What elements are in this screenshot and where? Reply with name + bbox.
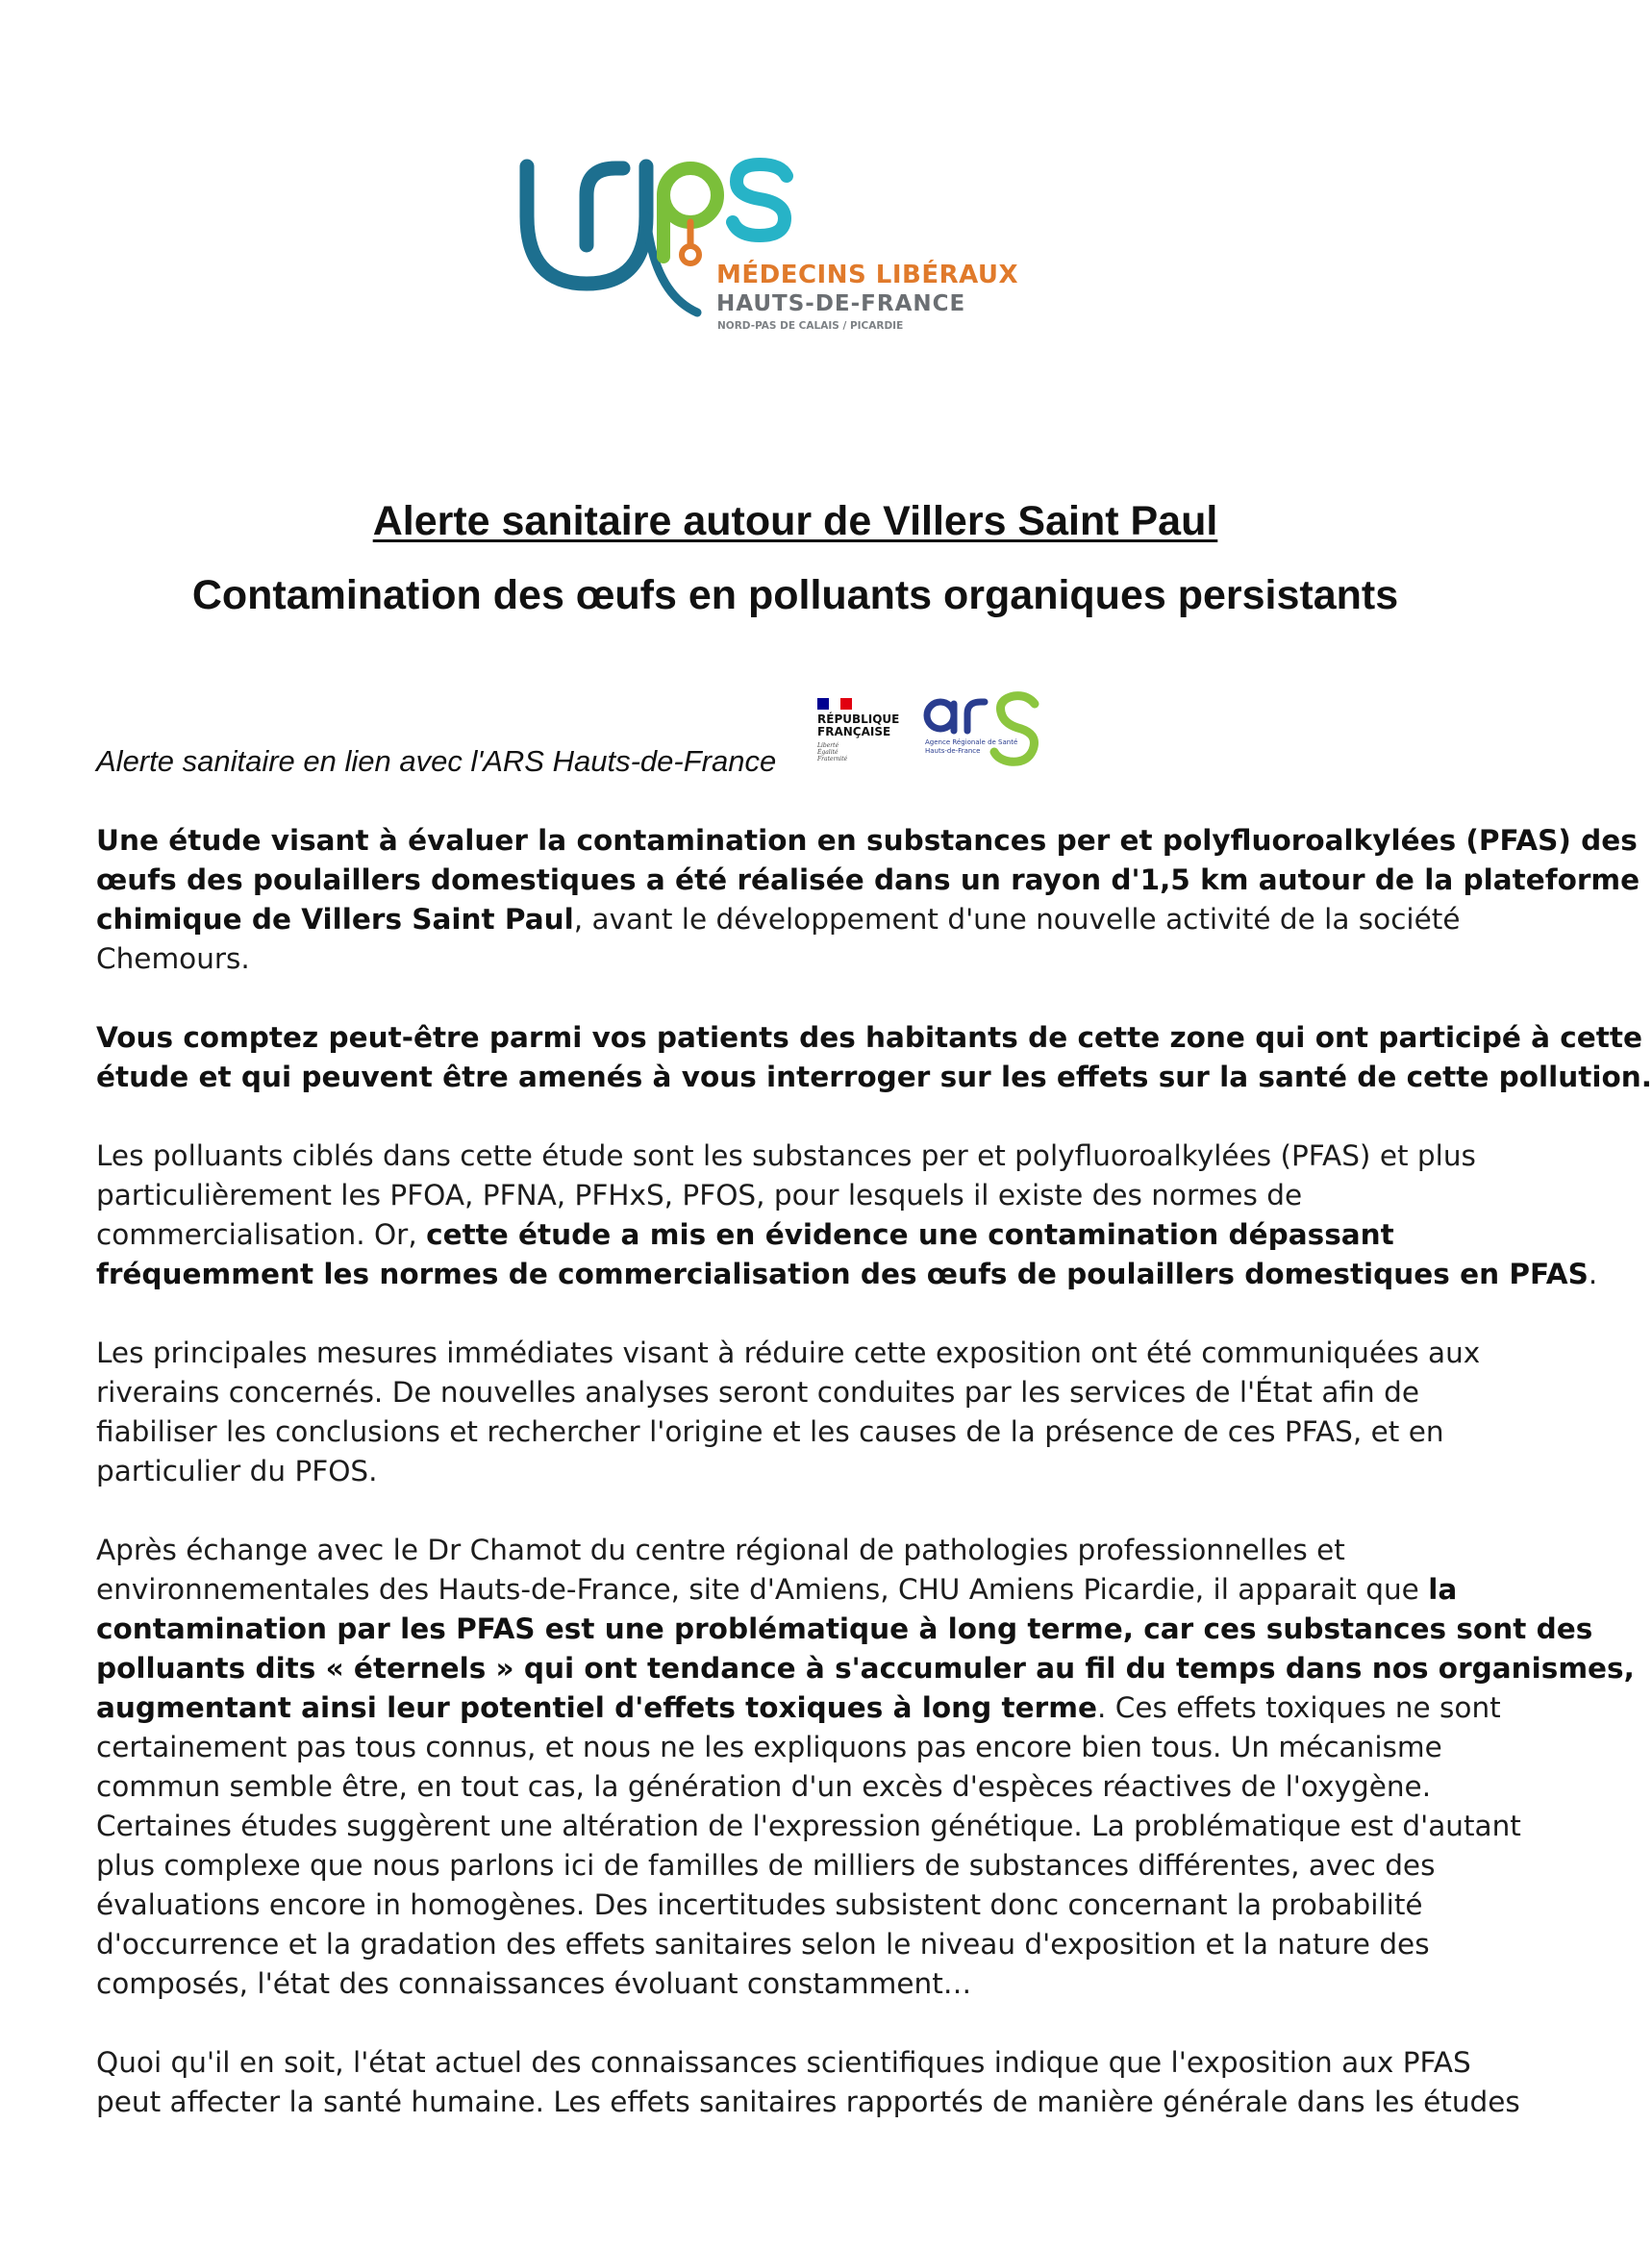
plain-text: environnementales des Hauts-de-France, site d'Amiens, CHU Amiens Picardie, il apparait que: [96, 1573, 1429, 1606]
bold-text: augmentant ainsi leur potentiel d'effets toxiques à long terme: [96, 1691, 1097, 1724]
paragraph-line: Après échange avec le Dr Chamot du centre régional de pathologies professionnelles et: [96, 1534, 1345, 1566]
paragraph-line: Vous comptez peut-être parmi vos patients des habitants de cette zone qui ont participé à cette: [96, 1021, 1642, 1054]
paragraph-line: certainement pas tous connus, et nous ne les expliquons pas encore bien tous. Un mécanisme: [96, 1731, 1442, 1763]
paragraph-2: [96, 1018, 1652, 1097]
paragraph-line: commun semble être, en tout cas, la génération d'un excès d'espèces réactives de l'oxygène.: [96, 1770, 1432, 1803]
paragraph-line: [96, 1570, 1500, 1610]
paragraph-3: [96, 1137, 1598, 1294]
paragraph-line: œufs des poulaillers domestiques a été réalisée dans un rayon d'1,5 km autour de la plateforme: [96, 863, 1640, 896]
paragraph-5: [96, 1531, 1635, 2004]
paragraph-line: peut affecter la santé humaine. Les effets sanitaires rapportés de manière générale dans les études: [96, 2086, 1520, 2118]
paragraph-line: [96, 1255, 1598, 1294]
rf-motto-1: Liberté: [817, 742, 839, 749]
paragraph-line: particulier du PFOS.: [96, 1455, 378, 1487]
rf-logo-line2: FRANÇAISE: [817, 725, 891, 738]
paragraph-line: étude et qui peuvent être amenés à vous interroger sur les effets sur la santé de cette pollution.: [96, 1061, 1652, 1093]
urps-logo-line1: MÉDECINS LIBÉRAUX: [716, 261, 1019, 289]
paragraph-line: plus complexe que nous parlons ici de familles de milliers de substances différentes, avec des: [96, 1849, 1436, 1882]
paragraph-4: [96, 1334, 1500, 1491]
paragraph-line: fiabiliser les conclusions et rechercher l'origine et les causes de la présence de ces PFAS, et en: [96, 1415, 1444, 1448]
plain-text: commercialisation. Or,: [96, 1218, 427, 1251]
bold-text: la: [1428, 1573, 1458, 1606]
paragraph-line: composés, l'état des connaissances évoluant constamment…: [96, 1967, 972, 2000]
paragraph-line: [96, 900, 1500, 939]
paragraph-line: évaluations encore in homogènes. Des incertitudes subsistent donc concernant la probabilité: [96, 1888, 1423, 1921]
paragraph-line: polluants dits « éternels » qui ont tendance à s'accumuler au fil du temps dans nos organismes,: [96, 1652, 1635, 1685]
plain-text: . Ces effets toxiques ne sont: [1096, 1691, 1501, 1724]
paragraph-line: Les principales mesures immédiates visant à réduire cette exposition ont été communiquées aux: [96, 1337, 1481, 1369]
document-subtitle: Contamination des œufs en polluants organiques persistants: [191, 572, 1399, 618]
urps-logo-line3: NORD-PAS DE CALAIS / PICARDIE: [717, 320, 904, 332]
paragraph-line: Certaines études suggèrent une altération de l'expression génétique. La problématique est d'autant: [96, 1810, 1521, 1842]
plain-text: , avant le développement d'une nouvelle activité de la société: [573, 903, 1461, 936]
bold-text: cette étude a mis en évidence une contamination dépassant: [426, 1218, 1394, 1251]
urps-logo-line2: HAUTS-DE-FRANCE: [716, 291, 966, 316]
paragraph-line: contamination par les PFAS est une problématique à long terme, car ces substances sont des: [96, 1612, 1593, 1645]
ars-logo: [921, 692, 1046, 769]
plain-text: .: [1588, 1258, 1598, 1290]
document-title: Alerte sanitaire autour de Villers Saint Paul: [372, 498, 1218, 544]
paragraph-line: riverains concernés. De nouvelles analyses seront conduites par les services de l'État afin de: [96, 1376, 1419, 1409]
ars-sub-2: Hauts-de-France: [925, 747, 981, 755]
paragraph-line: Une étude visant à évaluer la contamination en substances per et polyfluoroalkylées (PFAS) des: [96, 824, 1638, 857]
rf-logo-motto: [817, 742, 847, 762]
rf-motto-3: Fraternité: [817, 756, 848, 762]
bold-text: chimique de Villers Saint Paul: [96, 903, 574, 936]
paragraph-line: [96, 1688, 1500, 1728]
paragraph-line: Quoi qu'il en soit, l'état actuel des connaissances scientifiques indique que l'exposition aux PFAS: [96, 2046, 1471, 2079]
document-body: [96, 821, 1652, 2162]
ars-sub-1: Agence Régionale de Santé: [925, 738, 1018, 746]
rf-logo-text: [817, 713, 899, 738]
paragraph-6: [96, 2043, 1520, 2122]
rf-flag-icon: [817, 698, 852, 710]
paragraph-1: [96, 821, 1640, 979]
paragraph-line: [96, 1215, 1500, 1255]
paragraph-line: d'occurrence et la gradation des effets sanitaires selon le niveau d'exposition et la nature des: [96, 1928, 1430, 1961]
republique-francaise-logo: [817, 694, 909, 771]
rf-motto-2: Égalité: [817, 749, 839, 756]
ars-logo-graphic: [921, 692, 1046, 769]
paragraph-line: particulièrement les PFOA, PFNA, PFHxS, PFOS, pour lesquels il existe des normes de: [96, 1179, 1303, 1212]
intro-line: Alerte sanitaire en lien avec l'ARS Hauts-de-France: [96, 744, 777, 778]
rf-logo-line1: RÉPUBLIQUE: [817, 712, 900, 726]
bold-text: fréquemment les normes de commercialisation des œufs de poulaillers domestiques en PFAS: [96, 1258, 1589, 1290]
urps-logo: [519, 149, 1019, 341]
paragraph-line: Chemours.: [96, 942, 250, 975]
paragraph-line: Les polluants ciblés dans cette étude sont les substances per et polyfluoroalkylées (PFAS) et plus: [96, 1139, 1476, 1172]
ars-logo-subtitle: [925, 738, 1017, 756]
